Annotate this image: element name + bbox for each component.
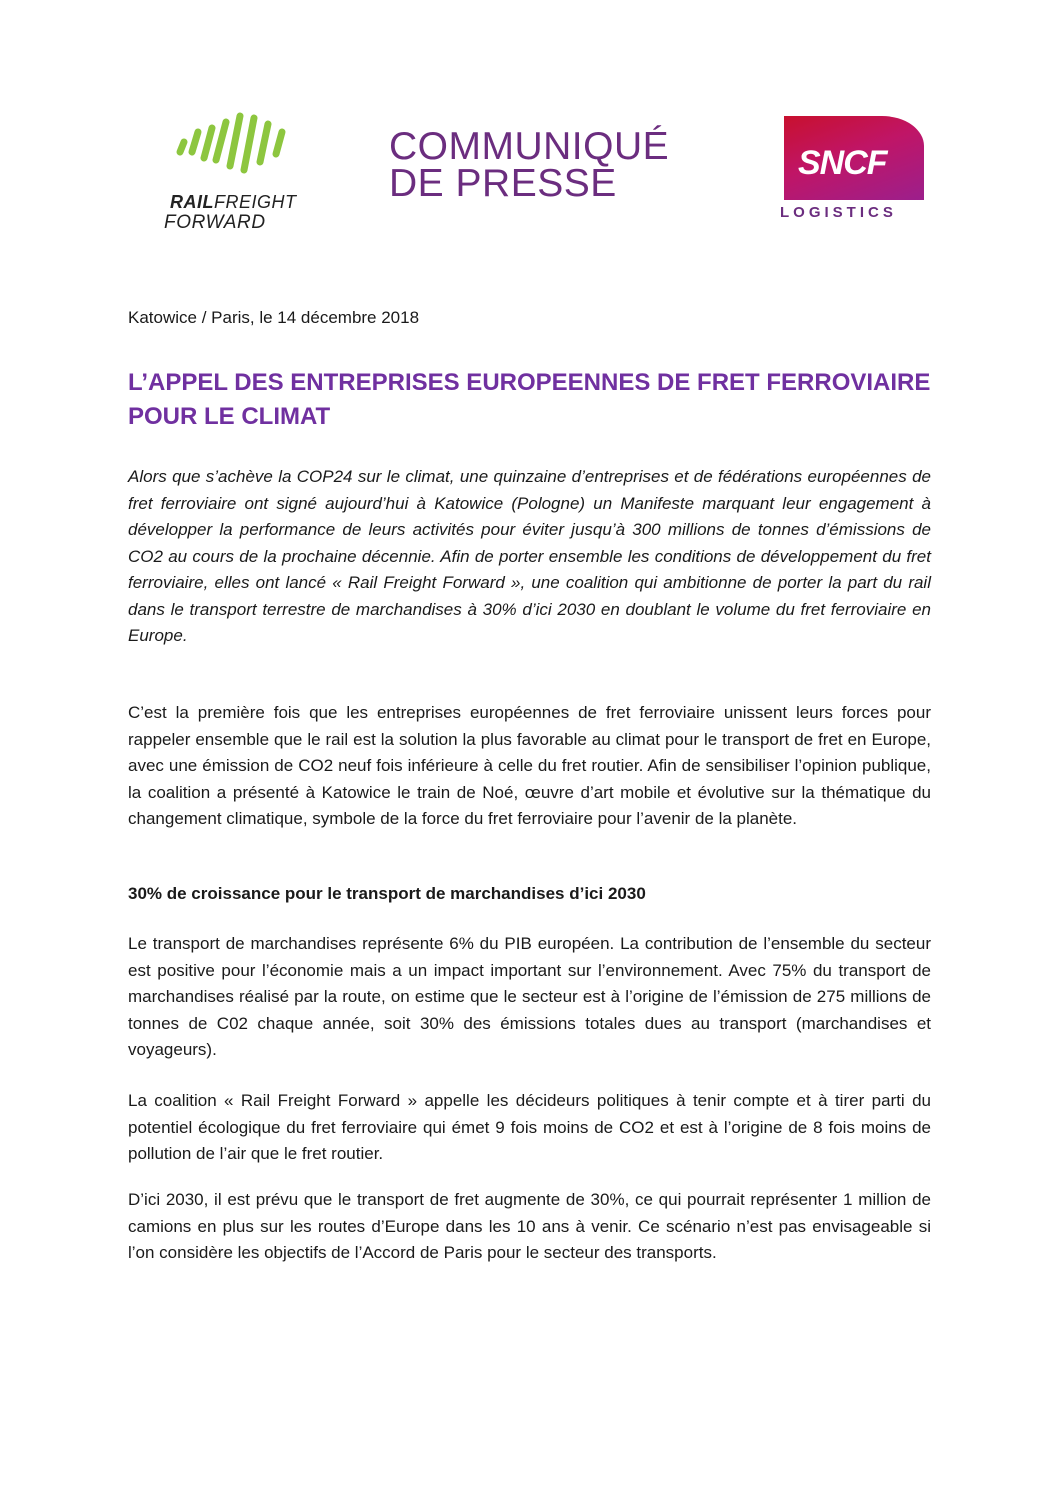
- body-paragraph-4: La coalition « Rail Freight Forward » appelle les décideurs politiques à tenir compte et à tirer parti du potentiel écologique du fret ferroviaire qui émet 9 fois moins de CO2 et est à l’origine de 8 fois moins de pollution de l’air que le fret routier.: [128, 1091, 931, 1163]
- sncf-logo-subtitle: LOGISTICS: [780, 204, 897, 221]
- letterhead: [0, 0, 1058, 260]
- rff-wordmark-line1: [170, 192, 297, 213]
- rail-freight-forward-logo: [160, 108, 310, 238]
- rff-wave-icon: [174, 108, 294, 188]
- rff-word-rail: RAIL: [170, 192, 214, 212]
- body-paragraph-3: Le transport de marchandises représente 6% du PIB européen. La contribution de l’ensemble du secteur est positive pour l’économie mais a un impact important sur l’environnement. Avec 75% du transport de marchandises réalisé par la route, on estime que le secteur est à l’origine de l’émission de 275 millions de tonnes de C02 chaque année, soit 30% des émissions totales dues au transport (marchandises et voyageurs).: [128, 934, 931, 1059]
- dateline: Katowice / Paris, le 14 décembre 2018: [128, 308, 420, 327]
- press-release-line2: DE PRESSE: [389, 162, 617, 205]
- body-paragraph-5: D’ici 2030, il est prévu que le transport de fret augmente de 30%, ce qui pourrait représenter 1 million de camions en plus sur les routes d’Europe dans les 10 ans à venir. Ce scénario n’est pas envisageable si l’on considère les objectifs de l’Accord de Paris pour le secteur des transports.: [128, 1190, 931, 1262]
- lead-paragraph: Alors que s’achève la COP24 sur le climat, une quinzaine d’entreprises et de fédérations européennes de fret ferroviaire ont signé aujourd’hui à Katowice (Pologne) un Manifeste marquant leur engagement à développer la performance de leurs activités pour éviter jusqu’à 300 millions de tonnes d’émissions de CO2 au cours de la prochaine décennie. Afin de porter ensemble les conditions de développement du fret ferroviaire, elles ont lancé « Rail Freight Forward », une coalition qui ambitionne de porter la part du rail dans le transport terrestre de marchandises à 30% d’ici 2030 en doublant le volume du fret ferroviaire en Europe.: [128, 467, 931, 645]
- body-paragraph-2: C’est la première fois que les entreprises européennes de fret ferroviaire unissent leurs forces pour rappeler ensemble que le rail est la solution la plus favorable au climat pour le transport de fret en Europe, avec une émission de CO2 neuf fois inférieure à celle du fret routier. Afin de sensibiliser l’opinion publique, la coalition a présenté à Katowice le train de Noé, œuvre d’art mobile et évolutive sur la thématique du changement climatique, symbole de la force du fret ferroviaire pour l’avenir de la planète.: [128, 703, 931, 828]
- sncf-logistics-logo: [772, 116, 922, 226]
- press-release-heading: [389, 125, 670, 205]
- sncf-logo-name: SNCF: [798, 144, 887, 182]
- rff-word-freight: FREIGHT: [214, 192, 297, 212]
- sncf-logo-badge: [784, 116, 924, 200]
- press-release-line1: COMMUNIQUÉ: [389, 125, 670, 168]
- section-subheading: 30% de croissance pour le transport de marchandises d’ici 2030: [128, 884, 646, 903]
- rff-word-forward: FORWARD: [164, 212, 266, 233]
- document-title: L’APPEL DES ENTREPRISES EUROPEENNES DE FRET FERROVIAIRE POUR LE CLIMAT: [128, 369, 931, 430]
